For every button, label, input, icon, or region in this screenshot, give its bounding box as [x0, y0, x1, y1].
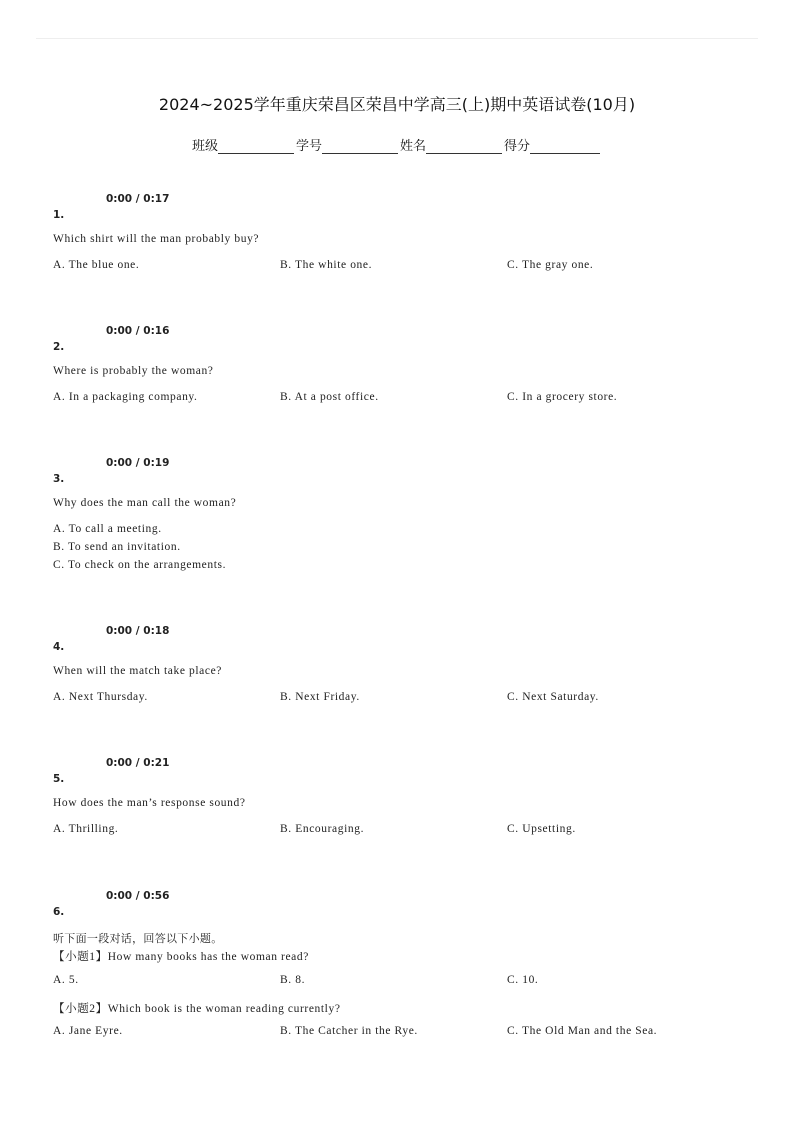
audio-player-time[interactable]: 0:00 / 0:16: [106, 325, 170, 337]
question-number: 2.: [53, 341, 65, 353]
class-blank[interactable]: [218, 139, 294, 154]
option-c[interactable]: C. Upsetting.: [507, 823, 576, 835]
option-a[interactable]: A. Thrilling.: [53, 823, 119, 835]
option-b[interactable]: B. Encouraging.: [280, 823, 365, 835]
class-label: 班级: [191, 139, 218, 154]
class-field[interactable]: [192, 135, 296, 154]
audio-player-time[interactable]: 0:00 / 0:18: [106, 625, 170, 637]
score-field[interactable]: [504, 135, 602, 154]
student-id-blank[interactable]: [322, 139, 398, 154]
student-id-field[interactable]: [296, 135, 400, 154]
name-field[interactable]: [400, 135, 504, 154]
option-b[interactable]: B. Next Friday.: [280, 691, 360, 703]
student-info-line: [0, 135, 794, 154]
sub-question-2-option-c[interactable]: C. The Old Man and the Sea.: [507, 1025, 658, 1037]
audio-player-time[interactable]: 0:00 / 0:21: [106, 757, 170, 769]
question-number: 5.: [53, 773, 65, 785]
option-b[interactable]: B. To send an invitation.: [53, 541, 181, 553]
question-stem: When will the match take place?: [53, 665, 222, 677]
option-a[interactable]: A. To call a meeting.: [53, 523, 162, 535]
audio-player-time[interactable]: 0:00 / 0:56: [106, 890, 170, 902]
name-label: 姓名: [400, 139, 427, 154]
audio-player-time[interactable]: 0:00 / 0:17: [106, 193, 170, 205]
question-stem: Why does the man call the woman?: [53, 497, 237, 509]
option-c[interactable]: C. Next Saturday.: [507, 691, 599, 703]
option-c[interactable]: C. The gray one.: [507, 259, 594, 271]
question-stem: How does the man’s response sound?: [53, 797, 246, 809]
question-stem: Where is probably the woman?: [53, 365, 214, 377]
option-a[interactable]: A. The blue one.: [53, 259, 140, 271]
sub-question-1-option-c[interactable]: C. 10.: [507, 974, 539, 986]
sub-question-2-stem: 【小题2】Which book is the woman reading currently?: [53, 1003, 341, 1015]
question-number: 4.: [53, 641, 65, 653]
exam-title: 2024~2025学年重庆荣昌区荣昌中学高三(上)期中英语试卷(10月): [158, 95, 636, 114]
question-number: 3.: [53, 473, 65, 485]
question-stem: 听下面一段对话，回答以下小题。: [53, 932, 223, 945]
name-blank[interactable]: [426, 139, 502, 154]
sub-question-2-option-a[interactable]: A. Jane Eyre.: [53, 1025, 123, 1037]
option-c[interactable]: C. In a grocery store.: [507, 391, 618, 403]
score-blank[interactable]: [530, 139, 600, 154]
score-label: 得分: [504, 139, 531, 154]
top-divider: [36, 38, 758, 39]
sub-question-1-option-a[interactable]: A. 5.: [53, 974, 79, 986]
question-number: 1.: [53, 209, 65, 221]
sub-question-1-stem: 【小题1】How many books has the woman read?: [53, 951, 309, 963]
option-a[interactable]: A. Next Thursday.: [53, 691, 148, 703]
question-number: 6.: [53, 906, 65, 918]
question-stem: Which shirt will the man probably buy?: [53, 233, 260, 245]
option-b[interactable]: B. The white one.: [280, 259, 373, 271]
option-c[interactable]: C. To check on the arrangements.: [53, 559, 227, 571]
option-b[interactable]: B. At a post office.: [280, 391, 379, 403]
sub-question-2-option-b[interactable]: B. The Catcher in the Rye.: [280, 1025, 418, 1037]
student-id-label: 学号: [295, 139, 322, 154]
sub-question-1-option-b[interactable]: B. 8.: [280, 974, 306, 986]
option-a[interactable]: A. In a packaging company.: [53, 391, 198, 403]
audio-player-time[interactable]: 0:00 / 0:19: [106, 457, 170, 469]
